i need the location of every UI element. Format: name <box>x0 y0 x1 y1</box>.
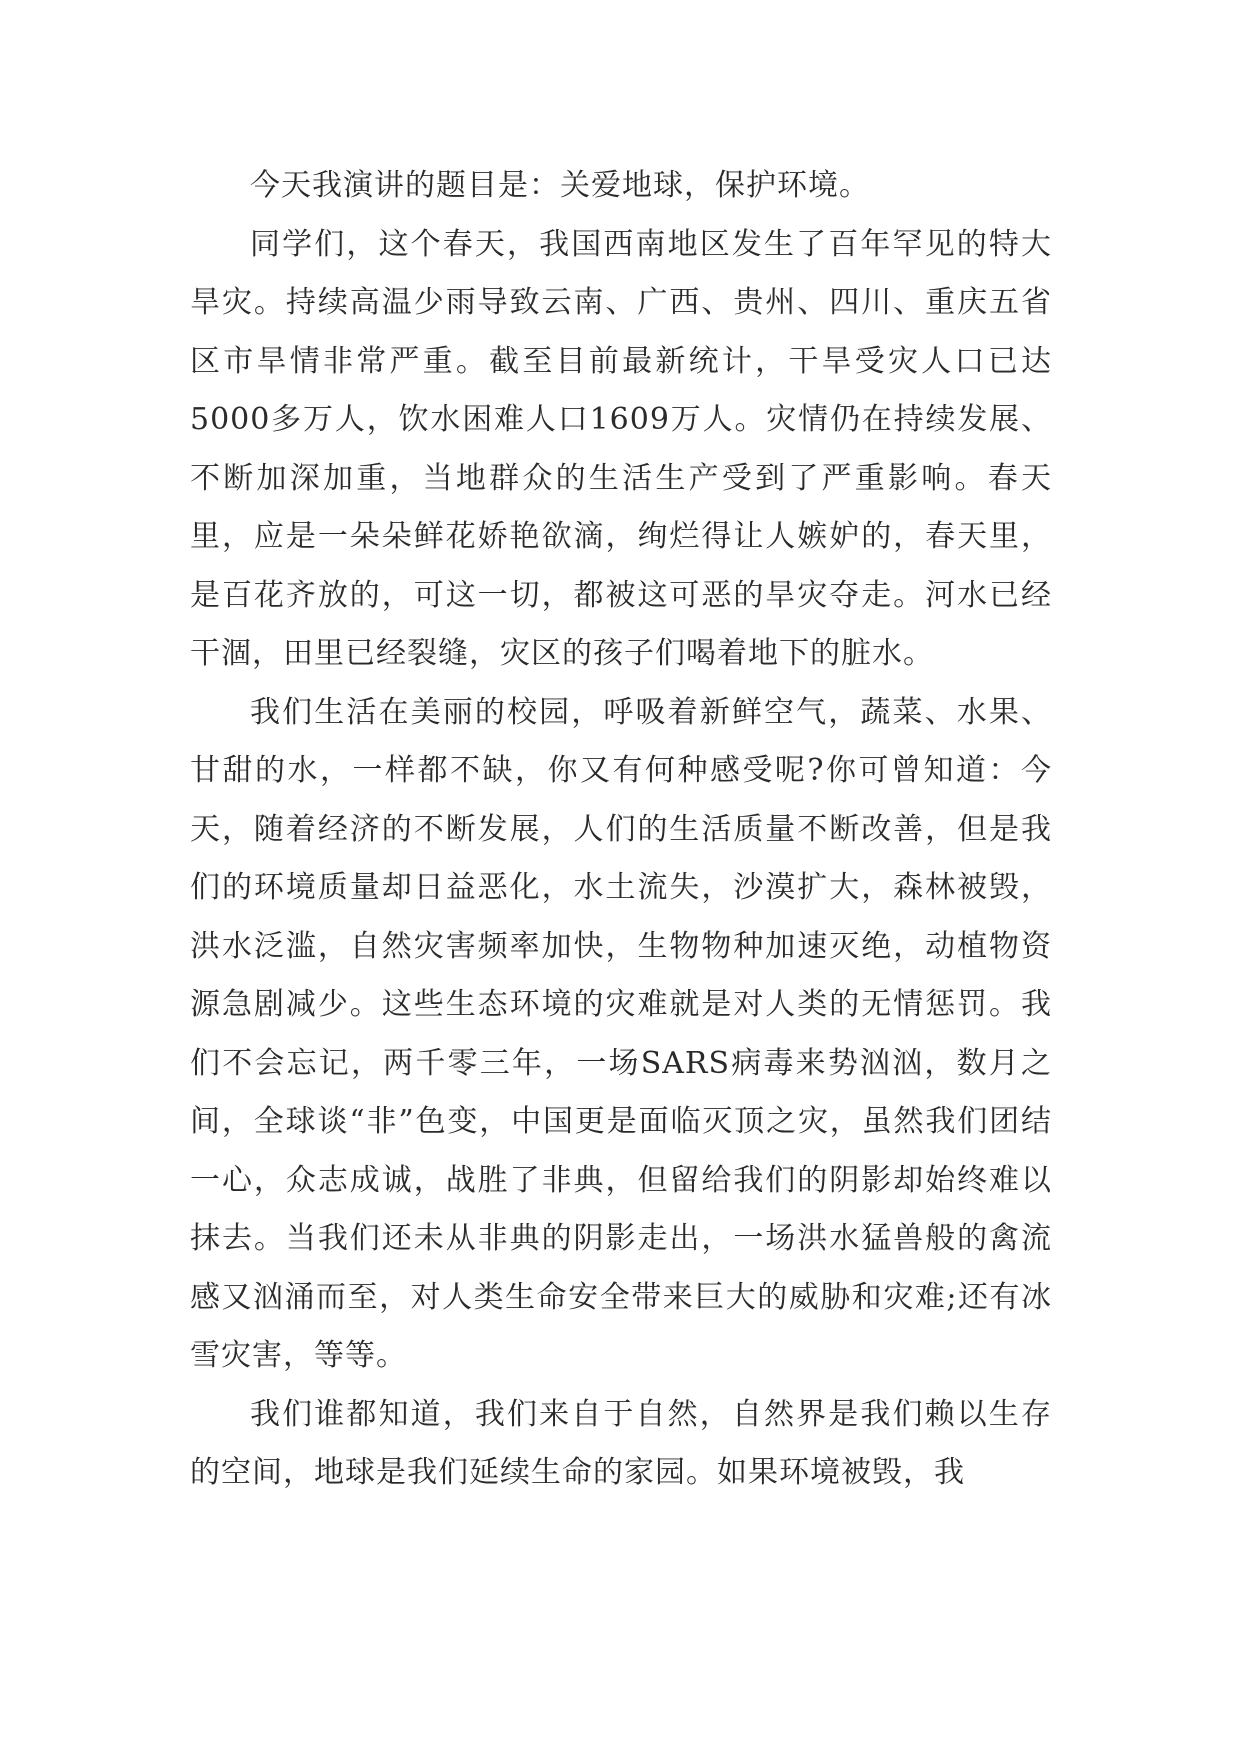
document-body <box>190 157 1052 1503</box>
paragraph-intro: 今天我演讲的题目是：关爱地球，保护环境。 <box>250 168 870 203</box>
paragraph-environment: 我们生活在美丽的校园，呼吸着新鲜空气，蔬菜、水果、甘甜的水，一样都不缺，你又有何种感受呢?你可曾知道：今天，随着经济的不断发展，人们的生活质量不断改善，但是我们的环境质量却日益恶化，水土流失，沙漠扩大，森林被毁，洪水泛滥，自然灾害频率加快，生物物种加速灭绝，动植物资源急剧减少。这些生态环境的灾难就是对人类的无情惩罚。我们不会忘记，两千零三年，一场SARS病毒来势汹汹，数月之间，全球谈“非”色变，中国更是面临灭顶之灾，虽然我们团结一心，众志成诚，战胜了非典，但留给我们的阴影却始终难以抹去。当我们还未从非典的阴影走出，一场洪水猛兽般的禽流感又汹涌而至，对人类生命安全带来巨大的威胁和灾难;还有冰雪灾害，等等。 <box>190 694 1052 1373</box>
paragraph-drought: 同学们，这个春天，我国西南地区发生了百年罕见的特大旱灾。持续高温少雨导致云南、广西、贵州、四川、重庆五省区市旱情非常严重。截至目前最新统计，干旱受灾人口已达5000多万人，饮水困难人口1609万人。灾情仍在持续发展、不断加深加重，当地群众的生活生产受到了严重影响。春天里，应是一朵朵鲜花娇艳欲滴，绚烂得让人嫉妒的，春天里，是百花齐放的，可这一切，都被这可恶的旱灾夺走。河水已经干涸，田里已经裂缝，灾区的孩子们喝着地下的脏水。 <box>190 226 1052 671</box>
paragraph-nature: 我们谁都知道，我们来自于自然，自然界是我们赖以生存的空间，地球是我们延续生命的家园。如果环境被毁，我 <box>190 1396 1052 1490</box>
